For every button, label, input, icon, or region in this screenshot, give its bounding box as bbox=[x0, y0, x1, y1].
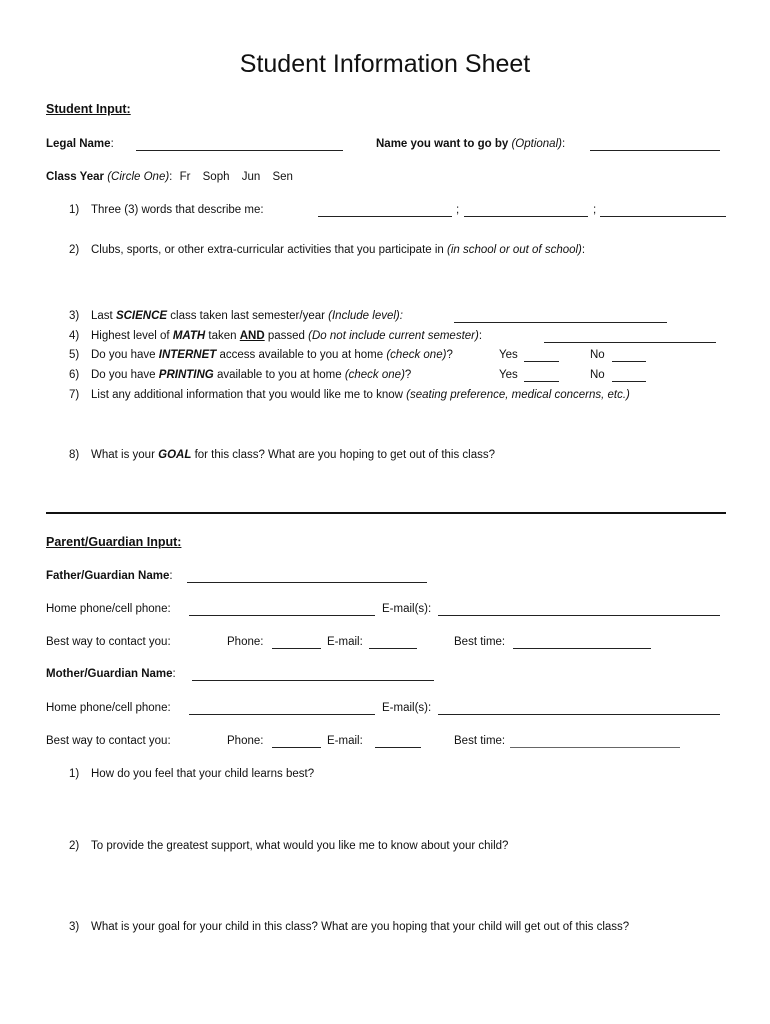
father-phone-label: Home phone/cell phone: bbox=[46, 603, 171, 615]
q3-text: Last SCIENCE class taken last semester/year (Include level): bbox=[91, 310, 403, 322]
q6-text: Do you have PRINTING available to you at home (check one)? bbox=[91, 369, 412, 381]
legal-name-field[interactable] bbox=[136, 150, 343, 151]
father-name-label: Father/Guardian Name: bbox=[46, 570, 173, 582]
father-email-label: E-mail(s): bbox=[382, 603, 432, 615]
word-3-field[interactable] bbox=[600, 216, 726, 217]
q7-text: List any additional information that you would like me to know (seating preference, medical concerns, etc.) bbox=[91, 389, 630, 401]
printing-no-field[interactable] bbox=[612, 381, 646, 382]
mother-best-time-field[interactable] bbox=[510, 747, 680, 748]
father-email-option-label: E-mail: bbox=[327, 636, 363, 648]
q8-text: What is your GOAL for this class? What are you hoping to get out of this class? bbox=[91, 449, 495, 461]
year-option-sen[interactable]: Sen bbox=[272, 171, 293, 183]
father-best-time-label: Best time: bbox=[454, 636, 506, 648]
printing-yes-label: Yes bbox=[499, 369, 518, 381]
parent-q3-number: 3) bbox=[69, 921, 80, 933]
q7-number: 7) bbox=[69, 389, 80, 401]
father-best-time-field[interactable] bbox=[513, 648, 651, 649]
q8-number: 8) bbox=[69, 449, 80, 461]
math-level-field[interactable] bbox=[544, 342, 716, 343]
mother-phone-field[interactable] bbox=[189, 714, 375, 715]
father-name-field[interactable] bbox=[187, 582, 427, 583]
parent-q2-number: 2) bbox=[69, 840, 80, 852]
preferred-name-field[interactable] bbox=[590, 150, 720, 151]
q5-text: Do you have INTERNET access available to you at home (check one)? bbox=[91, 349, 453, 361]
q4-text: Highest level of MATH taken AND passed (Do not include current semester): bbox=[91, 330, 483, 342]
mother-email-option-field[interactable] bbox=[375, 747, 421, 748]
mother-name-label: Mother/Guardian Name: bbox=[46, 668, 176, 680]
father-best-way-label: Best way to contact you: bbox=[46, 636, 171, 648]
q4-number: 4) bbox=[69, 330, 80, 342]
mother-best-time-label: Best time: bbox=[454, 735, 506, 747]
mother-best-way-label: Best way to contact you: bbox=[46, 735, 171, 747]
father-phone-field[interactable] bbox=[189, 615, 375, 616]
printing-no-label: No bbox=[590, 369, 605, 381]
father-phone-option-label: Phone: bbox=[227, 636, 264, 648]
internet-no-label: No bbox=[590, 349, 605, 361]
page-title: Student Information Sheet bbox=[239, 50, 531, 78]
mother-phone-label: Home phone/cell phone: bbox=[46, 702, 171, 714]
parent-q1-text: How do you feel that your child learns best? bbox=[91, 768, 315, 780]
preferred-name-label: Name you want to go by (Optional): bbox=[376, 138, 566, 150]
year-option-fr[interactable]: Fr bbox=[179, 171, 191, 183]
student-input-heading: Student Input: bbox=[46, 102, 131, 116]
year-option-soph[interactable]: Soph bbox=[202, 171, 230, 183]
class-year-row: Class Year (Circle One): Fr Soph Jun Sen bbox=[46, 171, 293, 183]
mother-email-field[interactable] bbox=[438, 714, 720, 715]
word-1-field[interactable] bbox=[318, 216, 452, 217]
science-class-field[interactable] bbox=[454, 322, 667, 323]
separator: ; bbox=[456, 204, 460, 216]
parent-q1-number: 1) bbox=[69, 768, 80, 780]
father-email-option-field[interactable] bbox=[369, 648, 417, 649]
mother-phone-option-label: Phone: bbox=[227, 735, 264, 747]
separator: ; bbox=[593, 204, 597, 216]
legal-name-label: Legal Name: bbox=[46, 138, 114, 150]
internet-no-field[interactable] bbox=[612, 361, 646, 362]
q5-number: 5) bbox=[69, 349, 80, 361]
parent-input-heading: Parent/Guardian Input: bbox=[46, 535, 182, 549]
mother-email-label: E-mail(s): bbox=[382, 702, 432, 714]
q2-text: Clubs, sports, or other extra-curricular activities that you participate in (in school or out of school): bbox=[91, 244, 586, 256]
year-option-jun[interactable]: Jun bbox=[241, 171, 261, 183]
internet-yes-field[interactable] bbox=[524, 361, 559, 362]
mother-name-field[interactable] bbox=[192, 680, 434, 681]
father-phone-option-field[interactable] bbox=[272, 648, 321, 649]
word-2-field[interactable] bbox=[464, 216, 588, 217]
q2-number: 2) bbox=[69, 244, 80, 256]
section-divider bbox=[46, 512, 726, 514]
internet-yes-label: Yes bbox=[499, 349, 518, 361]
mother-phone-option-field[interactable] bbox=[272, 747, 321, 748]
q1-number: 1) bbox=[69, 204, 80, 216]
q6-number: 6) bbox=[69, 369, 80, 381]
printing-yes-field[interactable] bbox=[524, 381, 559, 382]
q3-number: 3) bbox=[69, 310, 80, 322]
parent-q2-text: To provide the greatest support, what would you like me to know about your child? bbox=[91, 840, 509, 852]
mother-email-option-label: E-mail: bbox=[327, 735, 363, 747]
parent-q3-text: What is your goal for your child in this class? What are you hoping that your child will get out of this class? bbox=[91, 921, 630, 933]
q1-text: Three (3) words that describe me: bbox=[91, 204, 264, 216]
father-email-field[interactable] bbox=[438, 615, 720, 616]
